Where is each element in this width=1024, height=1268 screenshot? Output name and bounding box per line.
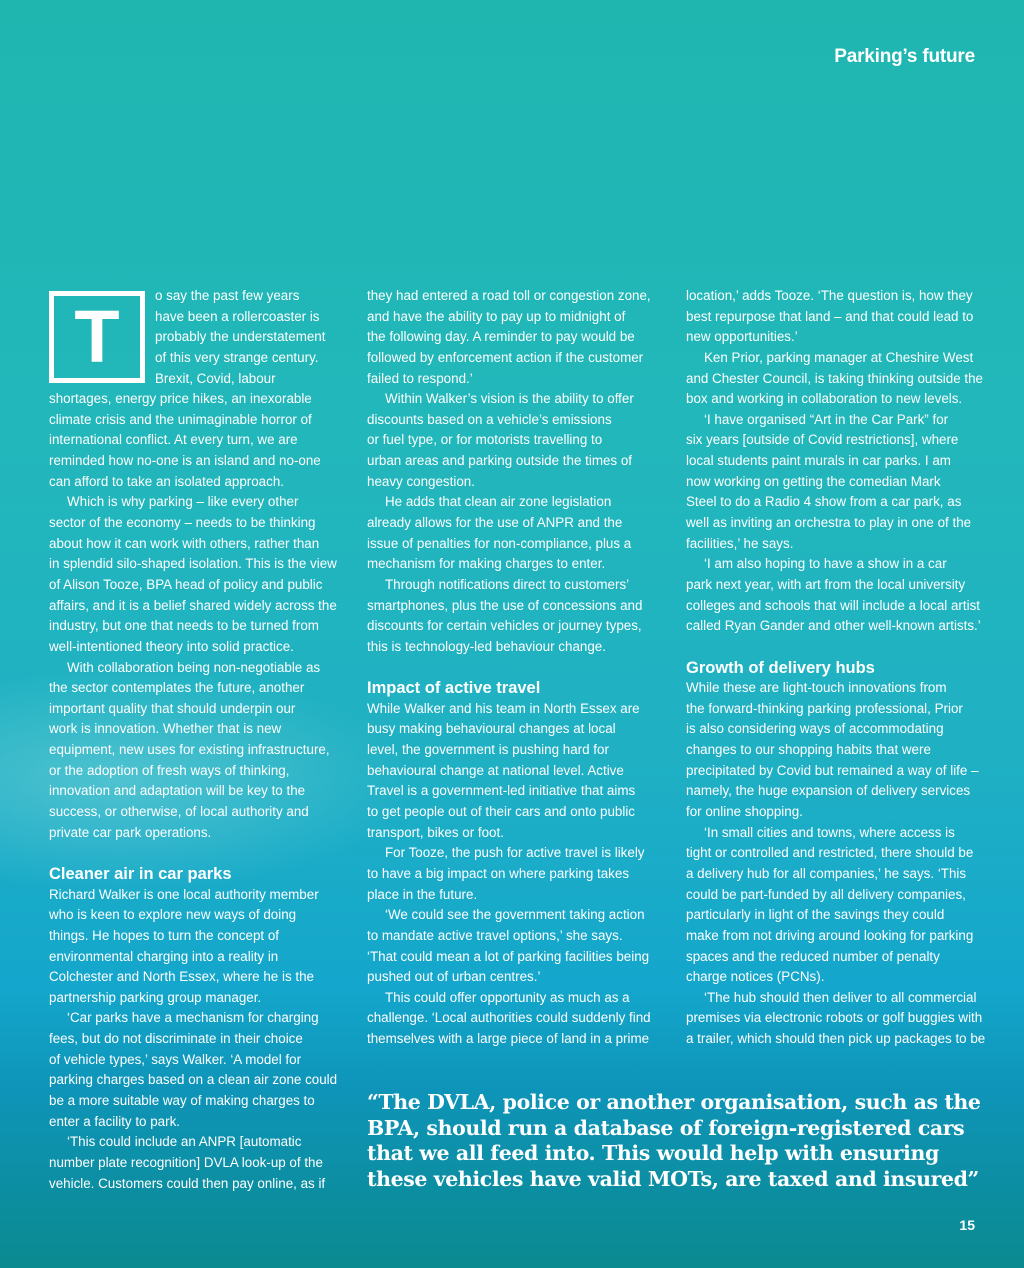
text-line: o say the past few years (155, 288, 300, 303)
paragraph (367, 575, 667, 658)
text-line: charge notices (PCNs). (686, 969, 825, 985)
text-line: Ken Prior, parking manager at Cheshire West (704, 349, 974, 365)
pull-quote-line: “The DVLA, police or another organisation, such as the (367, 1090, 981, 1114)
text-line: for online shopping. (686, 804, 803, 820)
text-line: This could offer opportunity as much as a (385, 989, 630, 1005)
text-line: to get people out of their cars and onto public (367, 804, 635, 820)
section-title: Parking’s future (834, 46, 975, 67)
text-line: failed to respond.’ (367, 370, 473, 386)
paragraph (367, 843, 667, 905)
text-line: vehicle. Customers could then pay online, as if (49, 1175, 326, 1191)
text-line: the following day. A reminder to pay would be (367, 329, 635, 345)
text-line: While these are light-touch innovations from (686, 680, 947, 696)
text-line: box and working in collaboration to new levels. (686, 391, 963, 407)
text-line: pushed out of urban centres.’ (367, 969, 541, 985)
pull-quote (367, 1090, 987, 1192)
text-line: precipitated by Covid but remained a way of life – (686, 762, 979, 778)
paragraph (49, 286, 349, 389)
text-line: behavioural change at national level. Active (367, 762, 624, 778)
text-line: smartphones, plus the use of concessions and (367, 597, 643, 613)
paragraph (686, 988, 986, 1050)
text-line: Brexit, Covid, labour (155, 370, 276, 386)
paragraph (367, 492, 667, 575)
text-line: Colchester and North Essex, where he is the (49, 969, 314, 985)
text-line: challenge. ‘Local authorities could suddenly find (367, 1010, 651, 1026)
text-line: transport, bikes or foot. (367, 824, 504, 840)
text-line: and have the ability to pay up to midnight of (367, 308, 626, 324)
text-line: shortages, energy price hikes, an inexorable (49, 391, 312, 407)
text-line: affairs, and it is a belief shared widely across the (49, 597, 337, 613)
text-line: level, the government is pushing hard for (367, 742, 609, 758)
text-line: about how it can work with others, rather than (49, 535, 320, 551)
text-line: tight or controlled and restricted, there should be (686, 845, 974, 861)
text-line: of vehicle types,’ says Walker. ‘A model for (49, 1051, 302, 1067)
text-line: ‘We could see the government taking action (385, 907, 645, 923)
text-line: to have a big impact on where parking takes (367, 865, 630, 881)
text-line: work is innovation. Whether that is new (49, 721, 282, 737)
text-line: followed by enforcement action if the customer (367, 349, 644, 365)
text-line: discounts for certain vehicles or journey types, (367, 618, 642, 634)
paragraph (686, 554, 986, 637)
paragraph (49, 885, 349, 1009)
text-line: six years [outside of Covid restrictions], where (686, 432, 959, 448)
drop-cap: T (49, 291, 145, 383)
text-line: the sector contemplates the future, another (49, 680, 305, 696)
text-line: innovation and adaptation will be key to the (49, 783, 306, 799)
text-line: important quality that should underpin our (49, 700, 296, 716)
paragraph (367, 389, 667, 492)
text-line: enter a facility to park. (49, 1113, 180, 1129)
text-line: local students paint murals in car parks. I am (686, 453, 951, 469)
text-line: With collaboration being non-negotiable as (67, 659, 321, 675)
text-line: ‘The hub should then deliver to all commercial (704, 989, 977, 1005)
text-line: For Tooze, the push for active travel is likely (385, 845, 645, 861)
text-line: Through notifications direct to customers’ (385, 576, 630, 592)
text-line: can afford to take an isolated approach. (49, 473, 284, 489)
text-line: While Walker and his team in North Essex are (367, 700, 640, 716)
text-line: ‘I am also hoping to have a show in a car (704, 556, 947, 572)
paragraph (686, 348, 986, 410)
text-line: the forward-thinking parking professional, Prior (686, 700, 963, 716)
text-line: He adds that clean air zone legislation (385, 494, 612, 510)
text-line: partnership parking group manager. (49, 989, 262, 1005)
text-line: Travel is a government-led initiative that aims (367, 783, 636, 799)
text-line: best repurpose that land – and that could lead to (686, 308, 974, 324)
text-line: ‘That could mean a lot of parking facilities being (367, 948, 650, 964)
text-line: climate crisis and the unimaginable horror of (49, 411, 312, 427)
paragraph (49, 389, 349, 492)
paragraph (367, 286, 667, 389)
text-line: to mandate active travel options,’ she says. (367, 927, 623, 943)
text-line: discounts based on a vehicle’s emissions (367, 411, 612, 427)
paragraph (49, 492, 349, 657)
text-line: a delivery hub for all companies,’ he says. ‘This (686, 865, 967, 881)
text-line: urban areas and parking outside the times of (367, 453, 633, 469)
paragraph (686, 286, 986, 348)
text-line: sector of the economy – needs to be thinking (49, 515, 316, 531)
text-line: number plate recognition] DVLA look-up of the (49, 1154, 323, 1170)
text-line: environmental charging into a reality in (49, 948, 279, 964)
paragraph (686, 678, 986, 822)
subheading: Impact of active travel (367, 679, 541, 698)
text-line: Steel to do a Radio 4 show from a car park, as (686, 494, 962, 510)
paragraph (49, 1132, 349, 1194)
text-line: parking charges based on a clean air zone could (49, 1072, 338, 1088)
text-line: could be part-funded by all delivery companies, (686, 886, 966, 902)
text-line: ‘This could include an ANPR [automatic (67, 1134, 302, 1150)
text-line: they had entered a road toll or congestion zone, (367, 288, 651, 303)
text-line: industry, but one that needs to be turned from (49, 618, 319, 634)
text-line: equipment, new uses for existing infrastructure, (49, 742, 330, 758)
pull-quote-line: BPA, should run a database of foreign-registered cars (367, 1115, 965, 1140)
text-line: who is keen to explore new ways of doing (49, 907, 297, 923)
text-line: place in the future. (367, 886, 478, 902)
text-line: premises via electronic robots or golf buggies with (686, 1010, 983, 1026)
text-line: called Ryan Gander and other well-known artists.’ (686, 618, 981, 634)
text-line: have been a rollercoaster is (155, 308, 320, 324)
text-line: or fuel type, or for motorists travelling to (367, 432, 603, 448)
paragraph (686, 410, 986, 554)
text-line: mechanism for making charges to enter. (367, 556, 606, 572)
text-line: ‘I have organised “Art in the Car Park” for (704, 411, 949, 427)
text-line: this is technology-led behaviour change. (367, 638, 606, 654)
text-line: is also considering ways of accommodating (686, 721, 944, 737)
page-number: 15 (959, 1217, 975, 1233)
text-line: spaces and the reduced number of penalty (686, 948, 940, 964)
text-line: namely, the huge expansion of delivery services (686, 783, 971, 799)
text-line: of Alison Tooze, BPA head of policy and public (49, 576, 323, 592)
text-line: international conflict. At every turn, we are (49, 432, 298, 448)
text-line: Within Walker’s vision is the ability to offer (385, 391, 634, 407)
text-line: facilities,’ he says. (686, 535, 794, 551)
pull-quote-line: that we all feed into. This would help with ensuring (367, 1141, 939, 1166)
text-line: a trailer, which should then pick up packages to be (686, 1031, 986, 1047)
text-line: fees, but do not discriminate in their choice (49, 1031, 303, 1047)
text-line: Which is why parking – like every other (67, 494, 299, 510)
text-line: heavy congestion. (367, 473, 475, 489)
text-line: reminded how no-one is an island and no-one (49, 453, 321, 469)
text-line: make from not driving around looking for parking (686, 927, 974, 943)
text-line: be a more suitable way of making charges to (49, 1092, 315, 1108)
text-line: well-intentioned theory into solid practice. (49, 638, 294, 654)
paragraph (367, 905, 667, 988)
paragraph (49, 1008, 349, 1132)
text-line: Richard Walker is one local authority member (49, 886, 319, 902)
text-line: already allows for the use of ANPR and the (367, 515, 623, 531)
text-line: ‘Car parks have a mechanism for charging (67, 1010, 319, 1026)
text-line: park next year, with art from the local university (686, 576, 966, 592)
text-line: success, or otherwise, of local authority and (49, 804, 309, 820)
subheading: Growth of delivery hubs (686, 658, 875, 677)
text-line: probably the understatement (155, 329, 326, 345)
article-column-3 (686, 286, 986, 1050)
text-line: or the adoption of fresh ways of thinking, (49, 762, 290, 778)
text-line: of this very strange century. (155, 349, 319, 365)
text-line: new opportunities.’ (686, 329, 798, 345)
paragraph (367, 699, 667, 843)
subheading: Cleaner air in car parks (49, 864, 232, 883)
paragraph (49, 658, 349, 844)
text-line: colleges and schools that will include a local artist (686, 597, 981, 613)
pull-quote-line: these vehicles have valid MOTs, are taxed and insured” (367, 1166, 979, 1191)
text-line: well as inviting an orchestra to play in one of the (686, 515, 972, 531)
text-line: location,’ adds Tooze. ‘The question is, how they (686, 288, 973, 303)
text-line: things. He hopes to turn the concept of (49, 927, 280, 943)
article-column-2 (367, 286, 667, 1050)
text-line: private car park operations. (49, 824, 212, 840)
text-line: particularly in light of the savings they could (686, 907, 945, 923)
text-line: in splendid silo-shaped isolation. This is the view (49, 556, 337, 572)
text-line: now working on getting the comedian Mark (686, 473, 941, 489)
paragraph (367, 988, 667, 1050)
article-column-1 (49, 286, 349, 1194)
paragraph (686, 823, 986, 988)
text-line: busy making behavioural changes at local (367, 721, 616, 737)
text-line: and Chester Council, is taking thinking outside the (686, 370, 984, 386)
text-line: issue of penalties for non-compliance, plus a (367, 535, 632, 551)
text-line: ‘In small cities and towns, where access is (704, 824, 955, 840)
text-line: themselves with a large piece of land in a prime (367, 1031, 650, 1047)
text-line: changes to our shopping habits that were (686, 742, 931, 758)
